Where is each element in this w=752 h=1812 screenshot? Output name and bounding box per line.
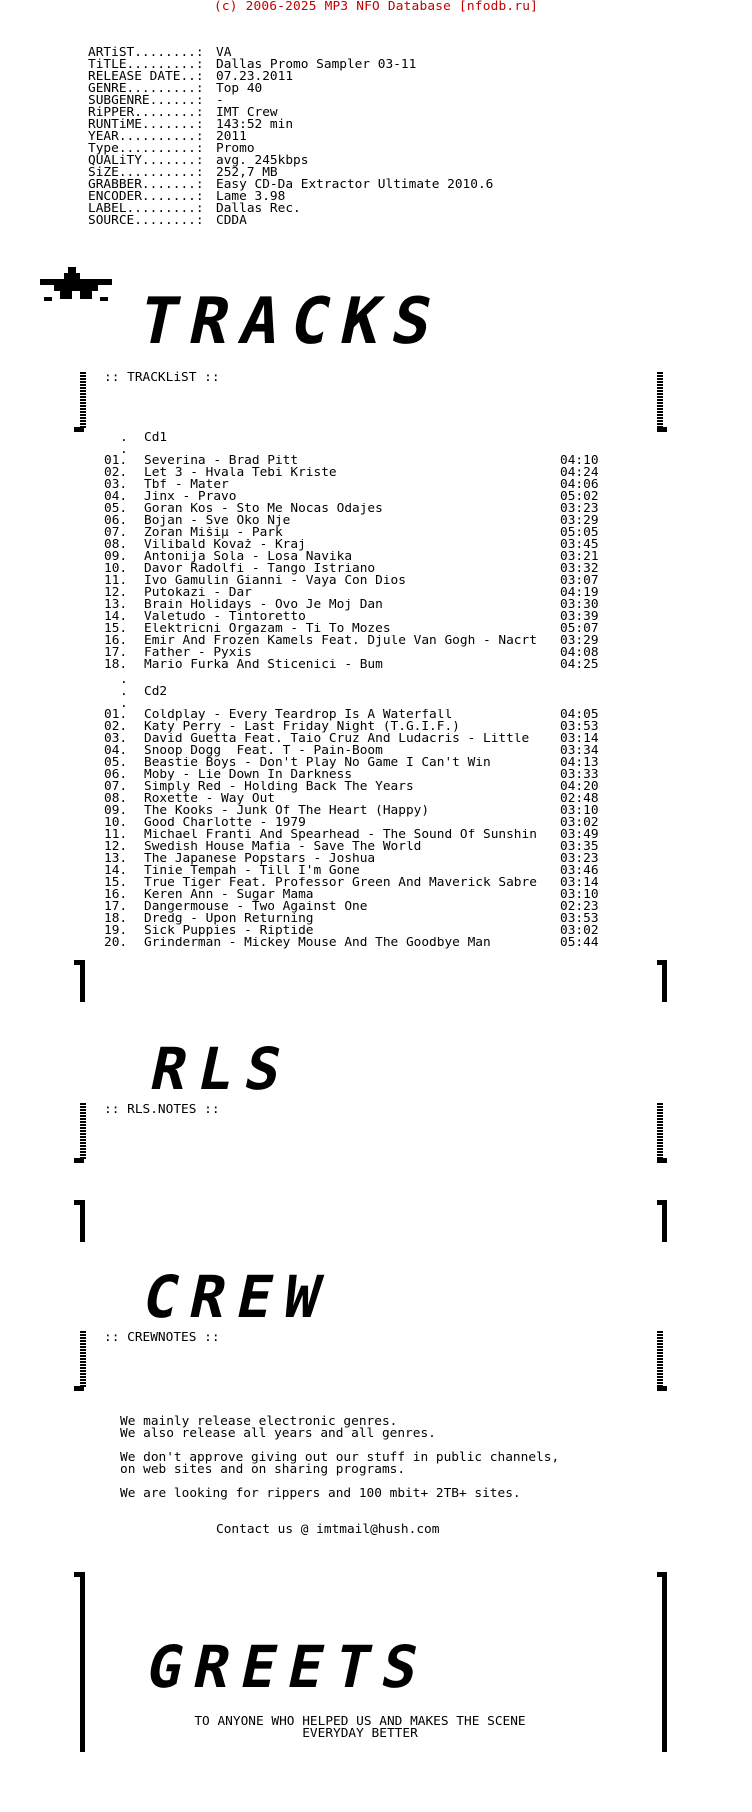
track-number: 11.	[104, 827, 128, 842]
track-title: Davor Radolfi - Tango Istriano	[144, 563, 376, 575]
track-number: 06.	[104, 767, 128, 782]
track-number: 18.	[104, 911, 128, 926]
track-title: Michael Franti And Spearhead - The Sound Of Sunshin	[144, 829, 537, 841]
track-duration: 03:32	[560, 561, 599, 576]
track-row	[104, 623, 604, 635]
track-title: Beastie Boys - Don't Play No Game I Can't Win	[144, 757, 491, 769]
track-duration: 05:02	[560, 489, 599, 504]
tracks-banner: TRACKS	[132, 285, 452, 359]
track-number: 15.	[104, 621, 128, 636]
info-label: SOURCE........:	[88, 213, 204, 228]
cd2-dot: .	[120, 696, 128, 711]
track-duration: 03:53	[560, 719, 599, 734]
track-row	[104, 769, 604, 781]
info-label: LABEL.........:	[88, 201, 204, 216]
info-value: Top 40	[216, 81, 263, 96]
track-title: Roxette - Way Out	[144, 793, 275, 805]
track-row	[104, 491, 604, 503]
info-label: TiTLE.........:	[88, 57, 204, 72]
tracklist-title: :: TRACKLiST ::	[104, 370, 220, 385]
release-info	[88, 47, 493, 227]
track-title: Vilibald Kovaž - Kraj	[144, 539, 306, 551]
track-row	[104, 721, 604, 733]
track-title: Elektricni Orgazam - Ti To Mozes	[144, 623, 391, 635]
crew-note: We mainly release electronic genres.	[120, 1414, 398, 1429]
track-number: 16.	[104, 633, 128, 648]
track-duration: 03:07	[560, 573, 599, 588]
track-row	[104, 841, 604, 853]
track-duration: 03:30	[560, 597, 599, 612]
info-value: Promo	[216, 141, 255, 156]
track-duration: 03:14	[560, 731, 599, 746]
info-value: -	[216, 93, 224, 108]
track-row	[104, 889, 604, 901]
track-number: 04.	[104, 489, 128, 504]
track-row	[104, 745, 604, 757]
track-number: 09.	[104, 549, 128, 564]
contact-line: Contact us @ imtmail@hush.com	[216, 1522, 440, 1537]
track-duration: 03:46	[560, 863, 599, 878]
info-label: GENRE.........:	[88, 81, 204, 96]
cd1-dot: .	[120, 430, 128, 445]
info-label: GRABBER.......:	[88, 177, 204, 192]
greets-banner: GREETS	[140, 1633, 437, 1701]
crew-note: on web sites and on sharing programs.	[120, 1462, 406, 1477]
track-row	[104, 611, 604, 623]
cd1-dot: .	[120, 442, 128, 457]
frame-bar-left	[80, 960, 85, 1002]
track-row	[104, 527, 604, 539]
track-title: Goran Kos - Sto Me Nocas Odajes	[144, 503, 383, 515]
track-title: Severina - Brad Pitt	[144, 455, 299, 467]
track-duration: 05:07	[560, 621, 599, 636]
track-title: Sick Puppies - Riptide	[144, 925, 314, 937]
track-duration: 02:23	[560, 899, 599, 914]
frame-cap	[74, 1158, 84, 1163]
track-row	[104, 877, 604, 889]
track-row	[104, 599, 604, 611]
star-icon	[40, 265, 114, 309]
info-value: CDDA	[216, 213, 247, 228]
track-title: Tinie Tempah - Till I'm Gone	[144, 865, 360, 877]
track-row	[104, 925, 604, 937]
track-duration: 03:29	[560, 633, 599, 648]
track-duration: 03:23	[560, 501, 599, 516]
track-title: Brain Holidays - Ovo Je Moj Dan	[144, 599, 383, 611]
track-title: Mario Furka And Sticenici - Bum	[144, 659, 383, 671]
track-number: 12.	[104, 585, 128, 600]
track-number: 01.	[104, 707, 128, 722]
info-value: VA	[216, 45, 232, 60]
track-duration: 04:10	[560, 453, 599, 468]
track-number: 14.	[104, 863, 128, 878]
crew-note: We don't approve giving out our stuff in public channels,	[120, 1450, 560, 1465]
track-row	[104, 467, 604, 479]
track-number: 20.	[104, 935, 128, 950]
track-duration: 04:06	[560, 477, 599, 492]
frame-cap	[74, 1386, 84, 1391]
info-value: avg. 245kbps	[216, 153, 309, 168]
info-value: 2011	[216, 129, 247, 144]
track-row	[104, 659, 604, 671]
info-value: 143:52 min	[216, 117, 294, 132]
track-number: 07.	[104, 779, 128, 794]
track-title: Let 3 - Hvala Tebi Kriste	[144, 467, 337, 479]
crew-banner: CREW	[136, 1263, 339, 1331]
track-row	[104, 733, 604, 745]
track-duration: 03:53	[560, 911, 599, 926]
frame-bar-right	[662, 1200, 667, 1242]
track-number: 03.	[104, 731, 128, 746]
track-number: 05.	[104, 501, 128, 516]
copyright-banner: (c) 2006-2025 MP3 NFO Database [nfodb.ru]	[213, 0, 539, 14]
track-title: Simply Red - Holding Back The Years	[144, 781, 414, 793]
track-number: 10.	[104, 815, 128, 830]
frame-bar-right	[657, 372, 663, 428]
greets-line: EVERYDAY BETTER	[302, 1726, 418, 1741]
track-duration: 04:19	[560, 585, 599, 600]
track-title: The Japanese Popstars - Joshua	[144, 853, 376, 865]
track-duration: 02:48	[560, 791, 599, 806]
cd2-label: Cd2	[144, 684, 168, 699]
track-title: Keren Ann - Sugar Mama	[144, 889, 314, 901]
track-row	[104, 757, 604, 769]
track-duration: 04:25	[560, 657, 599, 672]
track-number: 05.	[104, 755, 128, 770]
info-value: 252,7 MB	[216, 165, 278, 180]
track-row	[104, 709, 604, 721]
track-duration: 04:20	[560, 779, 599, 794]
info-label: RELEASE DATE..:	[88, 69, 204, 84]
track-title: David Guetta Feat. Taio Cruz And Ludacris - Little	[144, 733, 530, 745]
info-label: QUALiTY.......:	[88, 153, 204, 168]
info-value: Dallas Rec.	[216, 201, 301, 216]
track-title: Bojan - Sve Oko Nje	[144, 515, 291, 527]
track-row	[104, 913, 604, 925]
track-number: 15.	[104, 875, 128, 890]
track-row	[104, 817, 604, 829]
track-row	[104, 515, 604, 527]
track-duration: 03:35	[560, 839, 599, 854]
track-duration: 03:49	[560, 827, 599, 842]
track-row	[104, 551, 604, 563]
track-number: 06.	[104, 513, 128, 528]
track-title: Ivo Gamulin Gianni - Vaya Con Dios	[144, 575, 406, 587]
track-duration: 03:29	[560, 513, 599, 528]
track-number: 09.	[104, 803, 128, 818]
info-value: Lame 3.98	[216, 189, 286, 204]
track-row	[104, 901, 604, 913]
track-title: Jinx - Pravo	[144, 491, 237, 503]
track-title: Dredg - Upon Returning	[144, 913, 314, 925]
track-row	[104, 539, 604, 551]
info-label: RiPPER........:	[88, 105, 204, 120]
frame-cap	[657, 1386, 667, 1391]
track-row	[104, 937, 604, 949]
track-number: 17.	[104, 645, 128, 660]
track-duration: 03:23	[560, 851, 599, 866]
track-title: Valetudo - Tintoretto	[144, 611, 306, 623]
frame-bar-right	[657, 1103, 663, 1159]
track-title: True Tiger Feat. Professor Green And Maverick Sabre	[144, 877, 537, 889]
track-title: Tbf - Mater	[144, 479, 229, 491]
track-number: 16.	[104, 887, 128, 902]
info-label: Type..........:	[88, 141, 204, 156]
track-row	[104, 647, 604, 659]
track-duration: 03:14	[560, 875, 599, 890]
info-label: SiZE..........:	[88, 165, 204, 180]
track-number: 13.	[104, 597, 128, 612]
track-title: The Kooks - Junk Of The Heart (Happy)	[144, 805, 430, 817]
cd2-dot: .	[120, 684, 128, 699]
crewnotes-title: :: CREWNOTES ::	[104, 1330, 220, 1345]
info-value: 07.23.2011	[216, 69, 294, 84]
track-number: 07.	[104, 525, 128, 540]
track-title: Dangermouse - Two Against One	[144, 901, 368, 913]
track-number: 18.	[104, 657, 128, 672]
track-title: Good Charlotte - 1979	[144, 817, 306, 829]
track-title: Coldplay - Every Teardrop Is A Waterfall	[144, 709, 453, 721]
track-row	[104, 455, 604, 467]
track-duration: 04:05	[560, 707, 599, 722]
track-row	[104, 503, 604, 515]
track-row	[104, 479, 604, 491]
track-number: 01.	[104, 453, 128, 468]
track-number: 10.	[104, 561, 128, 576]
track-duration: 04:08	[560, 645, 599, 660]
track-number: 12.	[104, 839, 128, 854]
frame-bar-left	[80, 372, 86, 428]
greets-line: TO ANYONE WHO HELPED US AND MAKES THE SCENE	[194, 1714, 526, 1729]
track-duration: 03:10	[560, 803, 599, 818]
track-number: 02.	[104, 719, 128, 734]
track-title: Antonija Sola - Losa Navika	[144, 551, 353, 563]
track-duration: 03:39	[560, 609, 599, 624]
track-number: 03.	[104, 477, 128, 492]
frame-bar-right	[662, 1572, 667, 1752]
track-duration: 05:44	[560, 935, 599, 950]
frame-cap	[74, 427, 84, 432]
track-duration: 03:34	[560, 743, 599, 758]
info-label: SUBGENRE......:	[88, 93, 204, 108]
info-label: RUNTiME.......:	[88, 117, 204, 132]
cd1-tracklist	[104, 455, 604, 671]
track-duration: 03:10	[560, 887, 599, 902]
frame-cap	[657, 1158, 667, 1163]
track-number: 13.	[104, 851, 128, 866]
frame-bar-left	[80, 1200, 85, 1242]
track-title: Zoran Mišiµ - Park	[144, 527, 283, 539]
track-row	[104, 805, 604, 817]
track-duration: 03:21	[560, 549, 599, 564]
track-row	[104, 865, 604, 877]
track-number: 04.	[104, 743, 128, 758]
track-title: Katy Perry - Last Friday Night (T.G.I.F.)	[144, 721, 460, 733]
track-title: Moby - Lie Down In Darkness	[144, 769, 353, 781]
track-duration: 03:33	[560, 767, 599, 782]
cd2-dot: .	[120, 672, 128, 687]
info-value: Dallas Promo Sampler 03-11	[216, 57, 417, 72]
track-number: 02.	[104, 465, 128, 480]
track-number: 19.	[104, 923, 128, 938]
track-row	[104, 829, 604, 841]
track-row	[104, 793, 604, 805]
track-duration: 03:02	[560, 923, 599, 938]
cd2-tracklist	[104, 709, 604, 949]
track-title: Emir And Frozen Kamels Feat. Djule Van Gogh - Nacrt	[144, 635, 537, 647]
track-title: Grinderman - Mickey Mouse And The Goodbye Man	[144, 937, 491, 949]
track-duration: 05:05	[560, 525, 599, 540]
track-title: Putokazi - Dar	[144, 587, 252, 599]
track-duration: 03:02	[560, 815, 599, 830]
track-row	[104, 575, 604, 587]
track-number: 08.	[104, 791, 128, 806]
info-row	[88, 215, 493, 227]
track-number: 08.	[104, 537, 128, 552]
frame-bar-left	[80, 1331, 86, 1387]
cd1-label: Cd1	[144, 430, 168, 445]
track-number: 17.	[104, 899, 128, 914]
frame-bar-left	[80, 1103, 86, 1159]
crew-note: We also release all years and all genres.	[120, 1426, 436, 1441]
track-duration: 03:45	[560, 537, 599, 552]
track-row	[104, 635, 604, 647]
track-row	[104, 563, 604, 575]
rls-banner: RLS	[144, 1035, 300, 1103]
frame-cap	[657, 427, 667, 432]
track-row	[104, 781, 604, 793]
track-title: Father - Pyxis	[144, 647, 252, 659]
rlsnotes-title: :: RLS.NOTES ::	[104, 1102, 220, 1117]
info-value: Easy CD-Da Extractor Ultimate 2010.6	[216, 177, 494, 192]
track-duration: 04:24	[560, 465, 599, 480]
track-row	[104, 587, 604, 599]
frame-bar-right	[662, 960, 667, 1002]
info-value: IMT Crew	[216, 105, 278, 120]
track-title: Swedish House Mafia - Save The World	[144, 841, 422, 853]
info-label: ARTiST........:	[88, 45, 204, 60]
track-row	[104, 853, 604, 865]
frame-bar-left	[80, 1572, 85, 1752]
info-label: YEAR..........:	[88, 129, 204, 144]
frame-bar-right	[657, 1331, 663, 1387]
info-label: ENCODER.......:	[88, 189, 204, 204]
track-number: 14.	[104, 609, 128, 624]
track-duration: 04:13	[560, 755, 599, 770]
crew-note: We are looking for rippers and 100 mbit+ 2TB+ sites.	[120, 1486, 521, 1501]
track-title: Snoop Dogg Feat. T - Pain-Boom	[144, 745, 383, 757]
track-number: 11.	[104, 573, 128, 588]
